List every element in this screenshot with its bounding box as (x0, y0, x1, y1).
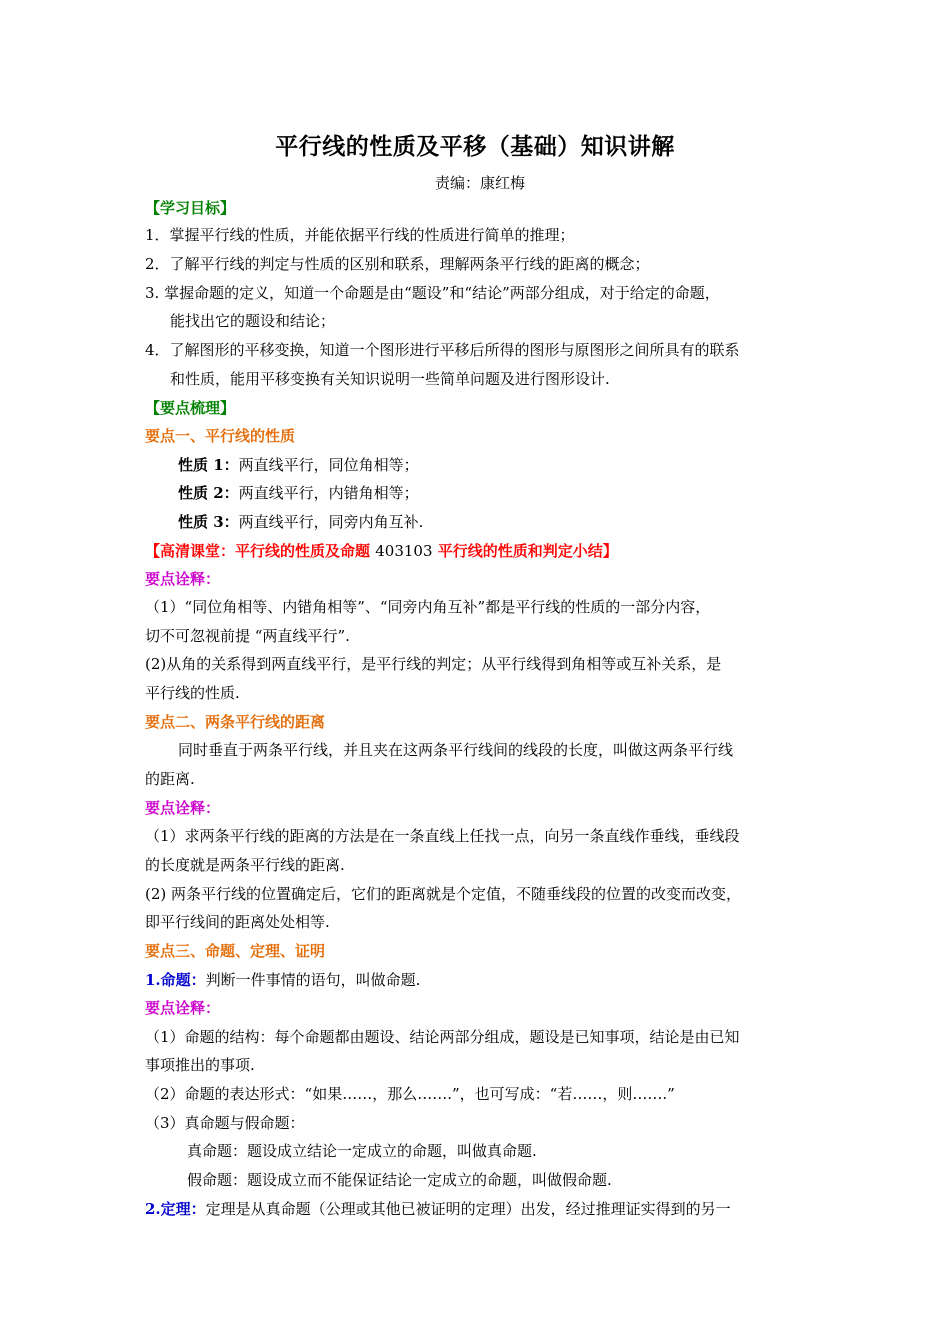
property-1 (178, 455, 419, 475)
classroom-code: 403103 (375, 542, 433, 560)
goal-item-continued: 和性质，能用平移变换有关知识说明一些简单问题及进行图形设计. (170, 370, 610, 388)
goal-item: 1．掌握平行线的性质，并能依据平行线的性质进行简单的推理； (145, 226, 575, 244)
point2-body: 同时垂直于两条平行线，并且夹在这两条平行线间的线段的长度，叫做这两条平行线 (178, 741, 734, 759)
goal-item: 3. 掌握命题的定义，知道一个命题是由“题设”和“结论”两部分组成，对于给定的命题， (145, 284, 720, 302)
property-label: 性质 2： (178, 484, 239, 502)
editor-credit: 责编：康红梅 (434, 174, 525, 192)
note-line: （1）命题的结构：每个命题都由题设、结论两部分组成，题设是已知事项，结论是由已知 (145, 1028, 740, 1046)
note-heading: 要点诠释： (145, 799, 221, 817)
note-line: （1）求两条平行线的距离的方法是在一条直线上任找一点，向另一条直线作垂线，垂线段 (145, 827, 740, 845)
property-label: 性质 1： (178, 456, 239, 474)
goal-item-continued: 能找出它的题设和结论； (170, 312, 336, 330)
point3-heading: 要点三、命题、定理、证明 (145, 942, 326, 960)
point1-heading: 要点一、平行线的性质 (145, 427, 296, 445)
proposition-definition (145, 970, 420, 990)
property-text: 两直线平行，同旁内角互补. (238, 513, 424, 531)
goal-item: 4．了解图形的平移变换，知道一个图形进行平移后所得的图形与原图形之间所具有的联系 (145, 341, 740, 359)
property-label: 性质 3： (178, 513, 239, 531)
note-line: (2) 两条平行线的位置确定后，它们的距离就是个定值，不随垂线段的位置的改变而改变， (145, 885, 742, 903)
property-text: 两直线平行，同位角相等； (238, 456, 419, 474)
classroom-link[interactable] (145, 541, 618, 561)
note-line: （2）命题的表达形式：“如果……，那么…….”，也可写成：“若……，则…….” (145, 1085, 675, 1103)
note-line: 平行线的性质. (145, 684, 240, 702)
point2-heading: 要点二、两条平行线的距离 (145, 713, 326, 731)
property-text: 两直线平行，内错角相等； (238, 484, 419, 502)
classroom-label: 【高清课堂：平行线的性质及命题 (145, 542, 376, 560)
classroom-topic: 平行线的性质和判定小结】 (432, 542, 618, 560)
point2-body: 的距离. (145, 770, 195, 788)
note-line: 事项推出的事项. (145, 1056, 255, 1074)
proposition-label: 1.命题： (145, 971, 206, 989)
theorem-text: 定理是从真命题（公理或其他已被证明的定理）出发，经过推理证实得到的另一 (205, 1200, 731, 1218)
summary-heading: 【要点梳理】 (145, 399, 236, 417)
note-line: (2)从角的关系得到两直线平行，是平行线的判定；从平行线得到角相等或互补关系，是 (145, 655, 722, 673)
note-line: （3）真命题与假命题： (145, 1114, 305, 1132)
property-2 (178, 483, 419, 503)
page-title: 平行线的性质及平移（基础）知识讲解 (275, 133, 675, 160)
theorem-label: 2.定理： (145, 1200, 206, 1218)
note-line: （1）“同位角相等、内错角相等”、“同旁内角互补”都是平行线的性质的一部分内容， (145, 598, 711, 616)
true-proposition: 真命题：题设成立结论一定成立的命题，叫做真命题. (187, 1142, 537, 1160)
false-proposition: 假命题：题设成立而不能保证结论一定成立的命题，叫做假命题. (187, 1171, 612, 1189)
theorem-definition (145, 1199, 731, 1219)
note-line: 即平行线间的距离处处相等. (145, 913, 330, 931)
note-heading: 要点诠释： (145, 570, 221, 588)
property-3 (178, 512, 423, 532)
goal-item: 2．了解平行线的判定与性质的区别和联系，理解两条平行线的距离的概念； (145, 255, 650, 273)
note-heading: 要点诠释： (145, 999, 221, 1017)
proposition-text: 判断一件事情的语句，叫做命题. (205, 971, 421, 989)
note-line: 的长度就是两条平行线的距离. (145, 856, 345, 874)
note-line: 切不可忽视前提 “两直线平行”. (145, 627, 350, 645)
goals-heading: 【学习目标】 (145, 199, 236, 217)
